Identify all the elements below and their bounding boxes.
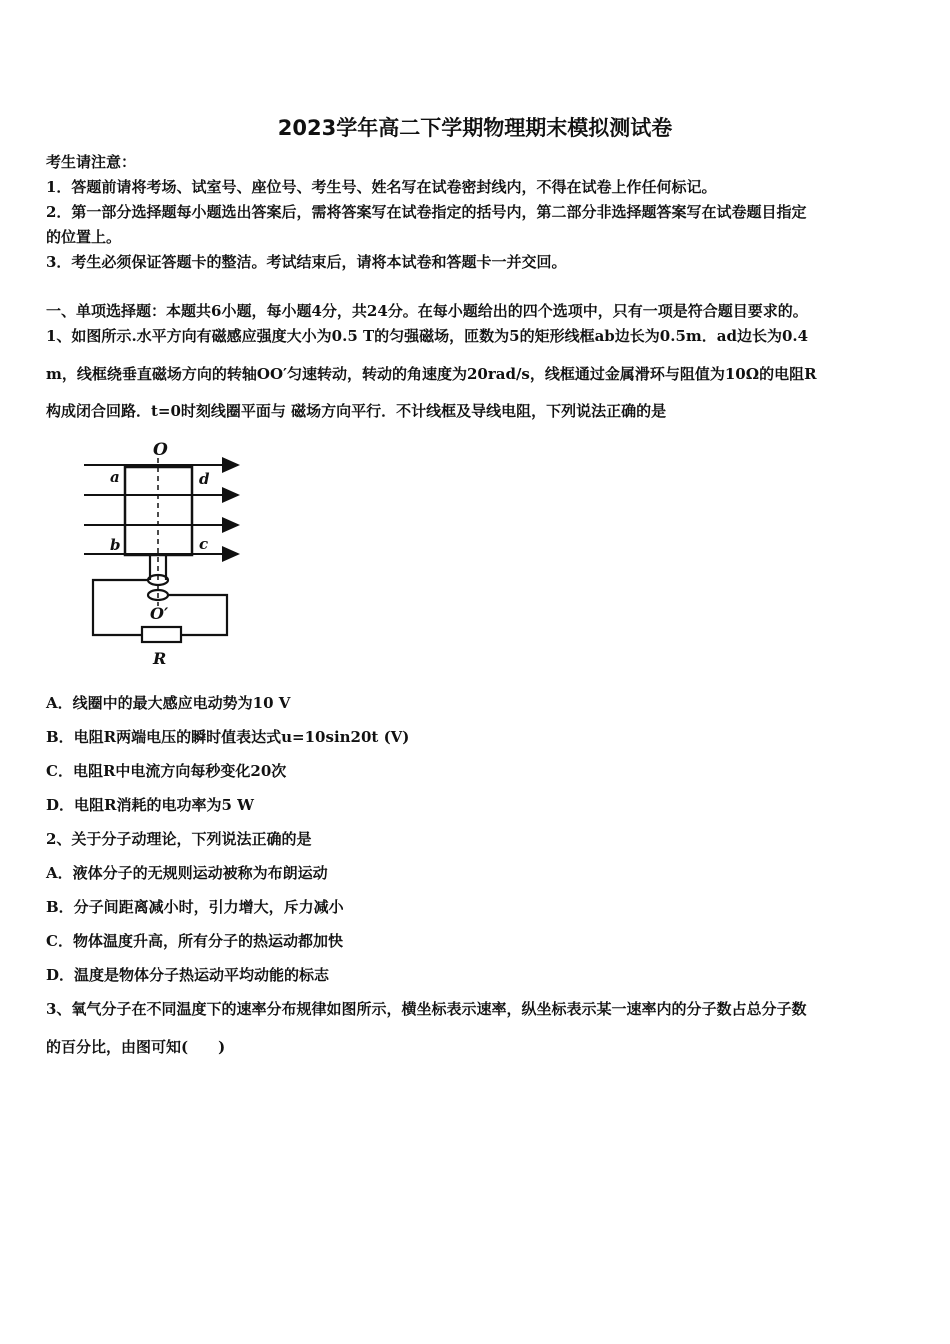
label-a: a: [110, 468, 120, 486]
question-2-option-a: A．液体分子的无规则运动被称为布朗运动: [46, 864, 328, 882]
label-r: R: [153, 649, 167, 668]
question-1-option-d: D．电阻R消耗的电功率为5 W: [46, 796, 254, 814]
magnetic-field-lines: [84, 465, 238, 554]
notice-item: 1．答题前请将考场、试室号、座位号、考生号、姓名写在试卷密封线内，不得在试卷上作任何标记。: [46, 178, 717, 196]
notice-heading: 考生请注意：: [46, 153, 137, 171]
label-d: d: [199, 470, 210, 488]
question-1-line: 构成闭合回路．t=0时刻线圈平面与 磁场方向平行．不计线框及导线电阻，下列说法正确的是: [46, 402, 667, 420]
notice-item: 2．第一部分选择题每小题选出答案后，需将答案写在试卷指定的括号内，第二部分非选择题答案写在试卷题目指定: [46, 203, 807, 221]
coil-diagram: [80, 438, 250, 670]
question-1-option-b: B．电阻R两端电压的瞬时值表达式u=10sin20t (V): [46, 728, 410, 746]
section-heading: 一、单项选择题：本题共6小题，每小题4分，共24分。在每小题给出的四个选项中，只有一项是符合题目要求的。: [46, 302, 808, 320]
question-2-option-b: B．分子间距离减小时，引力增大，斥力减小: [46, 898, 344, 916]
notice-item: 的位置上。: [46, 228, 122, 246]
label-o-prime: O′: [150, 604, 169, 623]
notice-item: 3．考生必须保证答题卡的整洁。考试结束后，请将本试卷和答题卡一并交回。: [46, 253, 567, 271]
question-3-line: 3、氧气分子在不同温度下的速率分布规律如图所示，横坐标表示速率，纵坐标表示某一速率内的分子数占总分子数: [46, 1000, 807, 1018]
label-o: O: [153, 440, 168, 460]
question-1-line: 1、如图所示.水平方向有磁感应强度大小为0.5 T的匀强磁场，匝数为5的矩形线框ab边长为0.5m．ad边长为0.4: [46, 327, 809, 345]
page-title: 2023学年高二下学期物理期末模拟测试卷: [277, 116, 673, 140]
resistor: [142, 627, 181, 642]
question-2-stem: 2、关于分子动理论，下列说法正确的是: [46, 830, 312, 848]
question-2-option-c: C．物体温度升高，所有分子的热运动都加快: [46, 932, 343, 950]
label-c: c: [199, 535, 209, 553]
question-1-option-c: C．电阻R中电流方向每秒变化20次: [46, 762, 287, 780]
question-1-line: m，线框绕垂直磁场方向的转轴OO′匀速转动，转动的角速度为20rad/s，线框通过金属滑环与阻值为10Ω的电阻R: [46, 365, 817, 383]
question-3-line: 的百分比，由图可知( ): [46, 1038, 226, 1056]
question-2-option-d: D．温度是物体分子热运动平均动能的标志: [46, 966, 330, 984]
question-1-option-a: A．线圈中的最大感应电动势为10 V: [46, 694, 291, 712]
label-b: b: [110, 536, 121, 554]
